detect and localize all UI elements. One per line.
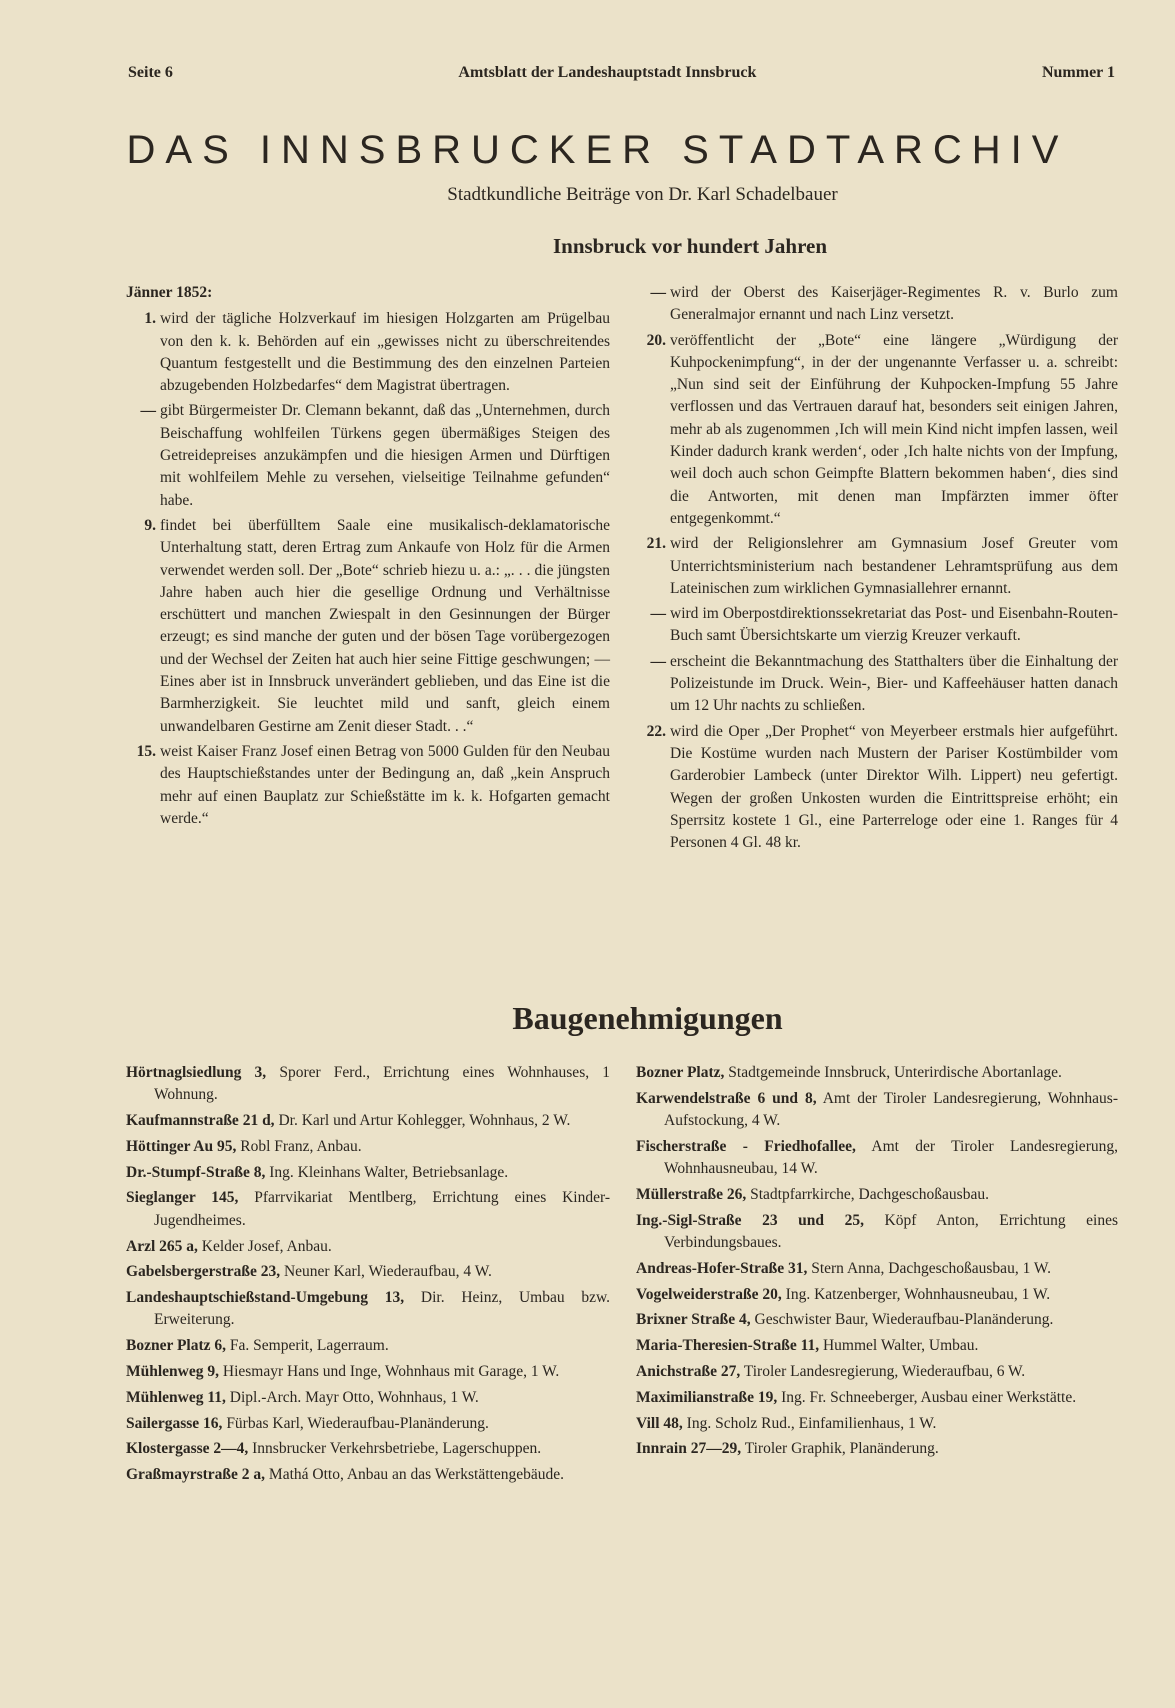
permit-address: Graßmayrstraße 2 a, bbox=[126, 1466, 266, 1484]
permit-details: Ing. Scholz Rud., Einfamilienhaus, 1 W. bbox=[686, 1414, 937, 1432]
permit-details: Stadtpfarrkirche, Dachgeschoßausbau. bbox=[750, 1185, 989, 1203]
permit-details: Ing. Fr. Schneeberger, Ausbau einer Werkstätte. bbox=[781, 1388, 1077, 1406]
permit-address: Dr.-Stumpf-Straße 8, bbox=[126, 1163, 266, 1181]
permit-details: Hiesmayr Hans und Inge, Wohnhaus mit Garage, 1 W. bbox=[222, 1363, 560, 1381]
permit-item bbox=[636, 1088, 1118, 1133]
permit-item bbox=[126, 1261, 610, 1283]
permit-address: Höttinger Au 95, bbox=[126, 1137, 237, 1155]
permit-item bbox=[126, 1335, 610, 1357]
permit-details: Amt der Tiroler Landesregierung, Wohnhausneubau, 14 W. bbox=[664, 1137, 1118, 1178]
permit-details: Robl Franz, Anbau. bbox=[240, 1137, 362, 1155]
building-permits-right bbox=[636, 1062, 1118, 1464]
entry-date: — bbox=[650, 652, 666, 670]
permit-details: Köpf Anton, Errichtung eines Verbindungsbaues. bbox=[664, 1211, 1119, 1252]
permit-details: Fürbas Karl, Wiederaufbau-Planänderung. bbox=[226, 1414, 489, 1432]
permit-address: Bozner Platz 6, bbox=[126, 1337, 227, 1355]
permit-item bbox=[126, 1236, 610, 1258]
permit-item bbox=[126, 1387, 610, 1409]
entry-date: 22. bbox=[646, 722, 666, 740]
permit-details: Stern Anna, Dachgeschoßausbau, 1 W. bbox=[811, 1259, 1051, 1277]
permit-address: Fischerstraße - Friedhofallee, bbox=[636, 1137, 856, 1155]
permit-item bbox=[126, 1110, 610, 1132]
chronicle-entry bbox=[636, 603, 1118, 648]
permit-item bbox=[636, 1284, 1118, 1306]
publication-name: Amtsblatt der Landeshauptstadt Innsbruck bbox=[458, 64, 757, 81]
permit-item bbox=[126, 1438, 610, 1460]
permit-address: Müllerstraße 26, bbox=[636, 1185, 747, 1203]
permit-item bbox=[126, 1413, 610, 1435]
chronicle-entry bbox=[636, 533, 1118, 600]
permit-item bbox=[126, 1062, 610, 1107]
permit-item bbox=[126, 1136, 610, 1158]
entry-text: gibt Bürgermeister Dr. Clemann bekannt, daß das „Unternehmen, durch Beischaffung wohlfeilen Türkens gegen übermäßiges Steigen des Getreidepreises anzukämpfen und die hiesigen Armen und Dürftigen mit wohlfeilem Mehle zu versehen, vielseitige Teilnahme gefunden“ habe. bbox=[160, 402, 610, 509]
building-permits-heading: Baugenehmigungen bbox=[512, 1000, 783, 1036]
permit-details: Sporer Ferd., Errichtung eines Wohnhauses, 1 Wohnung. bbox=[154, 1064, 610, 1104]
permit-item bbox=[636, 1361, 1118, 1383]
chronicle-entry bbox=[636, 651, 1118, 718]
entry-text: veröffentlicht der „Bote“ eine längere „Würdigung der Kuhpockenimpfung“, in der der ungenannte Verfasser u. a. schreibt: „Nun sind seit der Einführung der Kuhpocken-Impfung 55 Jahre verflossen und das Vertrauen darauf hat, besonders seit einigen Jahren, mehr ab als zugenommen ‚Ich will mein Kind nicht impfen lassen, weil Kinder dadurch krank werden‘, oder ‚Ich halte nichts von der Impfung, weil doch auch schon Geimpfte Blattern bekommen haben‘, dies sind die Antworten, mit denen man Impfärzten immer öfter entgegenkommt.“ bbox=[670, 331, 1118, 527]
permit-address: Sailergasse 16, bbox=[126, 1414, 223, 1432]
entry-text: weist Kaiser Franz Josef einen Betrag von 5000 Gulden für den Neubau des Hauptschießstandes unter der Bedingung an, daß „kein Anspruch mehr auf einen Bauplatz zur Schießstätte im k. k. Hofgarten gemacht werde.“ bbox=[160, 742, 610, 827]
permit-item bbox=[636, 1309, 1118, 1331]
permit-item bbox=[636, 1413, 1118, 1435]
issue-number: Nummer 1 bbox=[1041, 64, 1115, 81]
permit-address: Brixner Straße 4, bbox=[636, 1311, 751, 1329]
entry-text: wird der Oberst des Kaiserjäger-Regimentes R. v. Burlo zum Generalmajor ernannt und nach Linz versetzt. bbox=[670, 284, 1118, 324]
permit-item bbox=[636, 1062, 1118, 1084]
building-permits-left bbox=[126, 1062, 610, 1490]
permit-address: Karwendelstraße 6 und 8, bbox=[636, 1089, 817, 1107]
permit-details: Innsbrucker Verkehrsbetriebe, Lagerschuppen. bbox=[252, 1440, 542, 1458]
permit-address: Gabelsbergerstraße 23, bbox=[126, 1263, 281, 1281]
permit-item bbox=[636, 1438, 1118, 1460]
permit-address: Maximilianstraße 19, bbox=[636, 1388, 778, 1406]
page-number: Seite 6 bbox=[128, 64, 173, 81]
permit-item bbox=[126, 1162, 610, 1184]
permit-address: Innrain 27—29, bbox=[636, 1440, 742, 1458]
permit-address: Landeshauptschießstand-Umgebung 13, bbox=[126, 1289, 405, 1307]
permit-item bbox=[636, 1258, 1118, 1280]
entry-date: 21. bbox=[646, 535, 666, 553]
permit-address: Bozner Platz, bbox=[636, 1064, 725, 1081]
permit-details: Hummel Walter, Umbau. bbox=[822, 1337, 979, 1355]
permit-address: Klostergasse 2—4, bbox=[126, 1440, 249, 1458]
entry-date: 1. bbox=[144, 310, 156, 328]
permit-item bbox=[126, 1287, 610, 1332]
chronicle-right-column bbox=[636, 282, 1118, 857]
entry-date: 20. bbox=[646, 331, 666, 349]
entry-text: wird die Oper „Der Prophet“ von Meyerbeer erstmals hier aufgeführt. Die Kostüme wurden nach Mustern der Pariser Kostümbilder vom Garderobier Lambeck (unter Direktor Wilh. Lippert) neu gefertigt. Wegen der großen Unkosten wurden die Eintrittspreise erhöht; ein Sperrsitz kostete 1 Gl., eine Parterreloge oder eine 1. Ranges für 4 Personen 4 Gl. 48 kr. bbox=[670, 722, 1118, 852]
permit-item bbox=[636, 1387, 1118, 1409]
permit-details: Tiroler Graphik, Planänderung. bbox=[744, 1440, 939, 1458]
permit-address: Hörtnaglsiedlung 3, bbox=[126, 1064, 267, 1081]
section-subheading: Innsbruck vor hundert Jahren bbox=[552, 234, 828, 258]
entry-text: erscheint die Bekanntmachung des Statthalters über die Einhaltung der Polizeistunde im Druck. Wein-, Bier- und Kaffeehäuser hatten danach um 12 Uhr nachts zu schließen. bbox=[670, 652, 1118, 715]
permit-item bbox=[126, 1187, 610, 1232]
permit-item bbox=[636, 1335, 1118, 1357]
permit-address: Maria-Theresien-Straße 11, bbox=[636, 1337, 820, 1355]
permit-details: Neuner Karl, Wiederaufbau, 4 W. bbox=[283, 1263, 492, 1281]
page-subtitle: Stadtkundliche Beiträge von Dr. Karl Schadelbauer bbox=[447, 184, 838, 205]
chronicle-entry bbox=[126, 741, 610, 830]
entry-date: — bbox=[650, 284, 666, 301]
chronicle-entry bbox=[126, 400, 610, 511]
chronicle-left-column bbox=[126, 282, 610, 833]
entry-date: — bbox=[650, 605, 666, 623]
entry-date: — bbox=[140, 402, 156, 420]
entry-text: wird der Religionslehrer am Gymnasium Josef Greuter vom Unterrichtsministerium nach bestandener Lehramtsprüfung aus dem Lateinischen zum wirklichen Gymnasiallehrer ernannt. bbox=[670, 535, 1118, 597]
permit-details: Stadtgemeinde Innsbruck, Unterirdische Abortanlage. bbox=[728, 1064, 1062, 1081]
permit-details: Fa. Semperit, Lagerraum. bbox=[229, 1337, 389, 1355]
month-heading: Jänner 1852: bbox=[126, 284, 213, 301]
permit-address: Vogelweiderstraße 20, bbox=[636, 1285, 782, 1303]
permit-address: Mühlenweg 11, bbox=[126, 1388, 226, 1406]
permit-item bbox=[636, 1136, 1118, 1181]
entry-date: 9. bbox=[144, 516, 156, 534]
permit-address: Ing.-Sigl-Straße 23 und 25, bbox=[636, 1211, 864, 1229]
entry-text: findet bei überfülltem Saale eine musikalisch-deklamatorische Unterhaltung statt, deren Ertrag zum Ankaufe von Holz für die Armen verwendet werden soll. Der „Bote“ schrieb hiezu u. a.: „. . . die jüngsten Jahre haben auch hier die gesellige Ordnung und Verhältnisse erschüttert und manchen Zwiespalt in den Gesinnungen der Bürger erzeugt; es sind manche der guten und der bösen Tage vorübergezogen und der Wechsel der Zeiten hat auch hier seine Fittige geschwungen; — Eines aber ist in Innsbruck unverändert geblieben, und das Eine ist die Barmherzigkeit. Sie leuchtet mild und sanft, gleich einem unwandelbaren Gestirne am Zenit dieser Stadt. . .“ bbox=[160, 516, 610, 735]
permit-address: Arzl 265 a, bbox=[126, 1237, 198, 1255]
chronicle-entry bbox=[636, 330, 1118, 531]
chronicle-entry bbox=[636, 282, 1118, 327]
entry-text: wird der tägliche Holzverkauf im hiesigen Holzgarten am Prügelbau von den k. k. Behörden auf ein „gewisses nicht zu überschreitendes Quantum festgestellt und die Bestimmung des den einzelnen Parteien abzugebenden Holzbedarfes“ dem Magistrat übertragen. bbox=[160, 310, 610, 395]
permit-details: Geschwister Baur, Wiederaufbau-Planänderung. bbox=[754, 1311, 1054, 1329]
page-title: DAS INNSBRUCKER STADTARCHIV bbox=[126, 128, 1069, 172]
permit-address: Mühlenweg 9, bbox=[126, 1363, 219, 1381]
permit-item bbox=[126, 1464, 610, 1486]
permit-item bbox=[126, 1361, 610, 1383]
chronicle-entry bbox=[636, 721, 1118, 855]
permit-details: Mathá Otto, Anbau an das Werkstättengebäude. bbox=[268, 1466, 564, 1484]
entry-text: wird im Oberpostdirektionssekretariat das Post- und Eisenbahn-Routen-Buch samt Übersichtskarte um vierzig Kreuzer verkauft. bbox=[670, 605, 1118, 645]
permit-address: Andreas-Hofer-Straße 31, bbox=[636, 1259, 808, 1277]
entry-date: 15. bbox=[136, 742, 156, 760]
permit-address: Kaufmannstraße 21 d, bbox=[126, 1112, 275, 1130]
permit-details: Tiroler Landesregierung, Wiederaufbau, 6 W. bbox=[743, 1363, 1026, 1381]
permit-details: Ing. Kleinhans Walter, Betriebsanlage. bbox=[269, 1163, 509, 1181]
permit-details: Pfarrvikariat Mentlberg, Errichtung eines Kinder-Jugendheimes. bbox=[154, 1189, 611, 1229]
chronicle-entry bbox=[126, 515, 610, 738]
permit-details: Dr. Karl und Artur Kohlegger, Wohnhaus, 2 W. bbox=[278, 1112, 571, 1130]
permit-address: Anichstraße 27, bbox=[636, 1363, 741, 1381]
permit-item bbox=[636, 1184, 1118, 1206]
permit-details: Dir. Heinz, Umbau bzw. Erweiterung. bbox=[154, 1289, 611, 1329]
permit-address: Sieglanger 145, bbox=[126, 1189, 239, 1207]
permit-details: Amt der Tiroler Landesregierung, Wohnhaus-Aufstockung, 4 W. bbox=[664, 1089, 1118, 1130]
page-header bbox=[128, 64, 1115, 82]
permit-details: Dipl.-Arch. Mayr Otto, Wohnhaus, 1 W. bbox=[229, 1388, 479, 1406]
chronicle-entry bbox=[126, 308, 610, 397]
permit-address: Vill 48, bbox=[636, 1414, 683, 1432]
permit-details: Kelder Josef, Anbau. bbox=[201, 1237, 332, 1255]
permit-details: Ing. Katzenberger, Wohnhausneubau, 1 W. bbox=[785, 1285, 1051, 1303]
permit-item bbox=[636, 1210, 1118, 1255]
